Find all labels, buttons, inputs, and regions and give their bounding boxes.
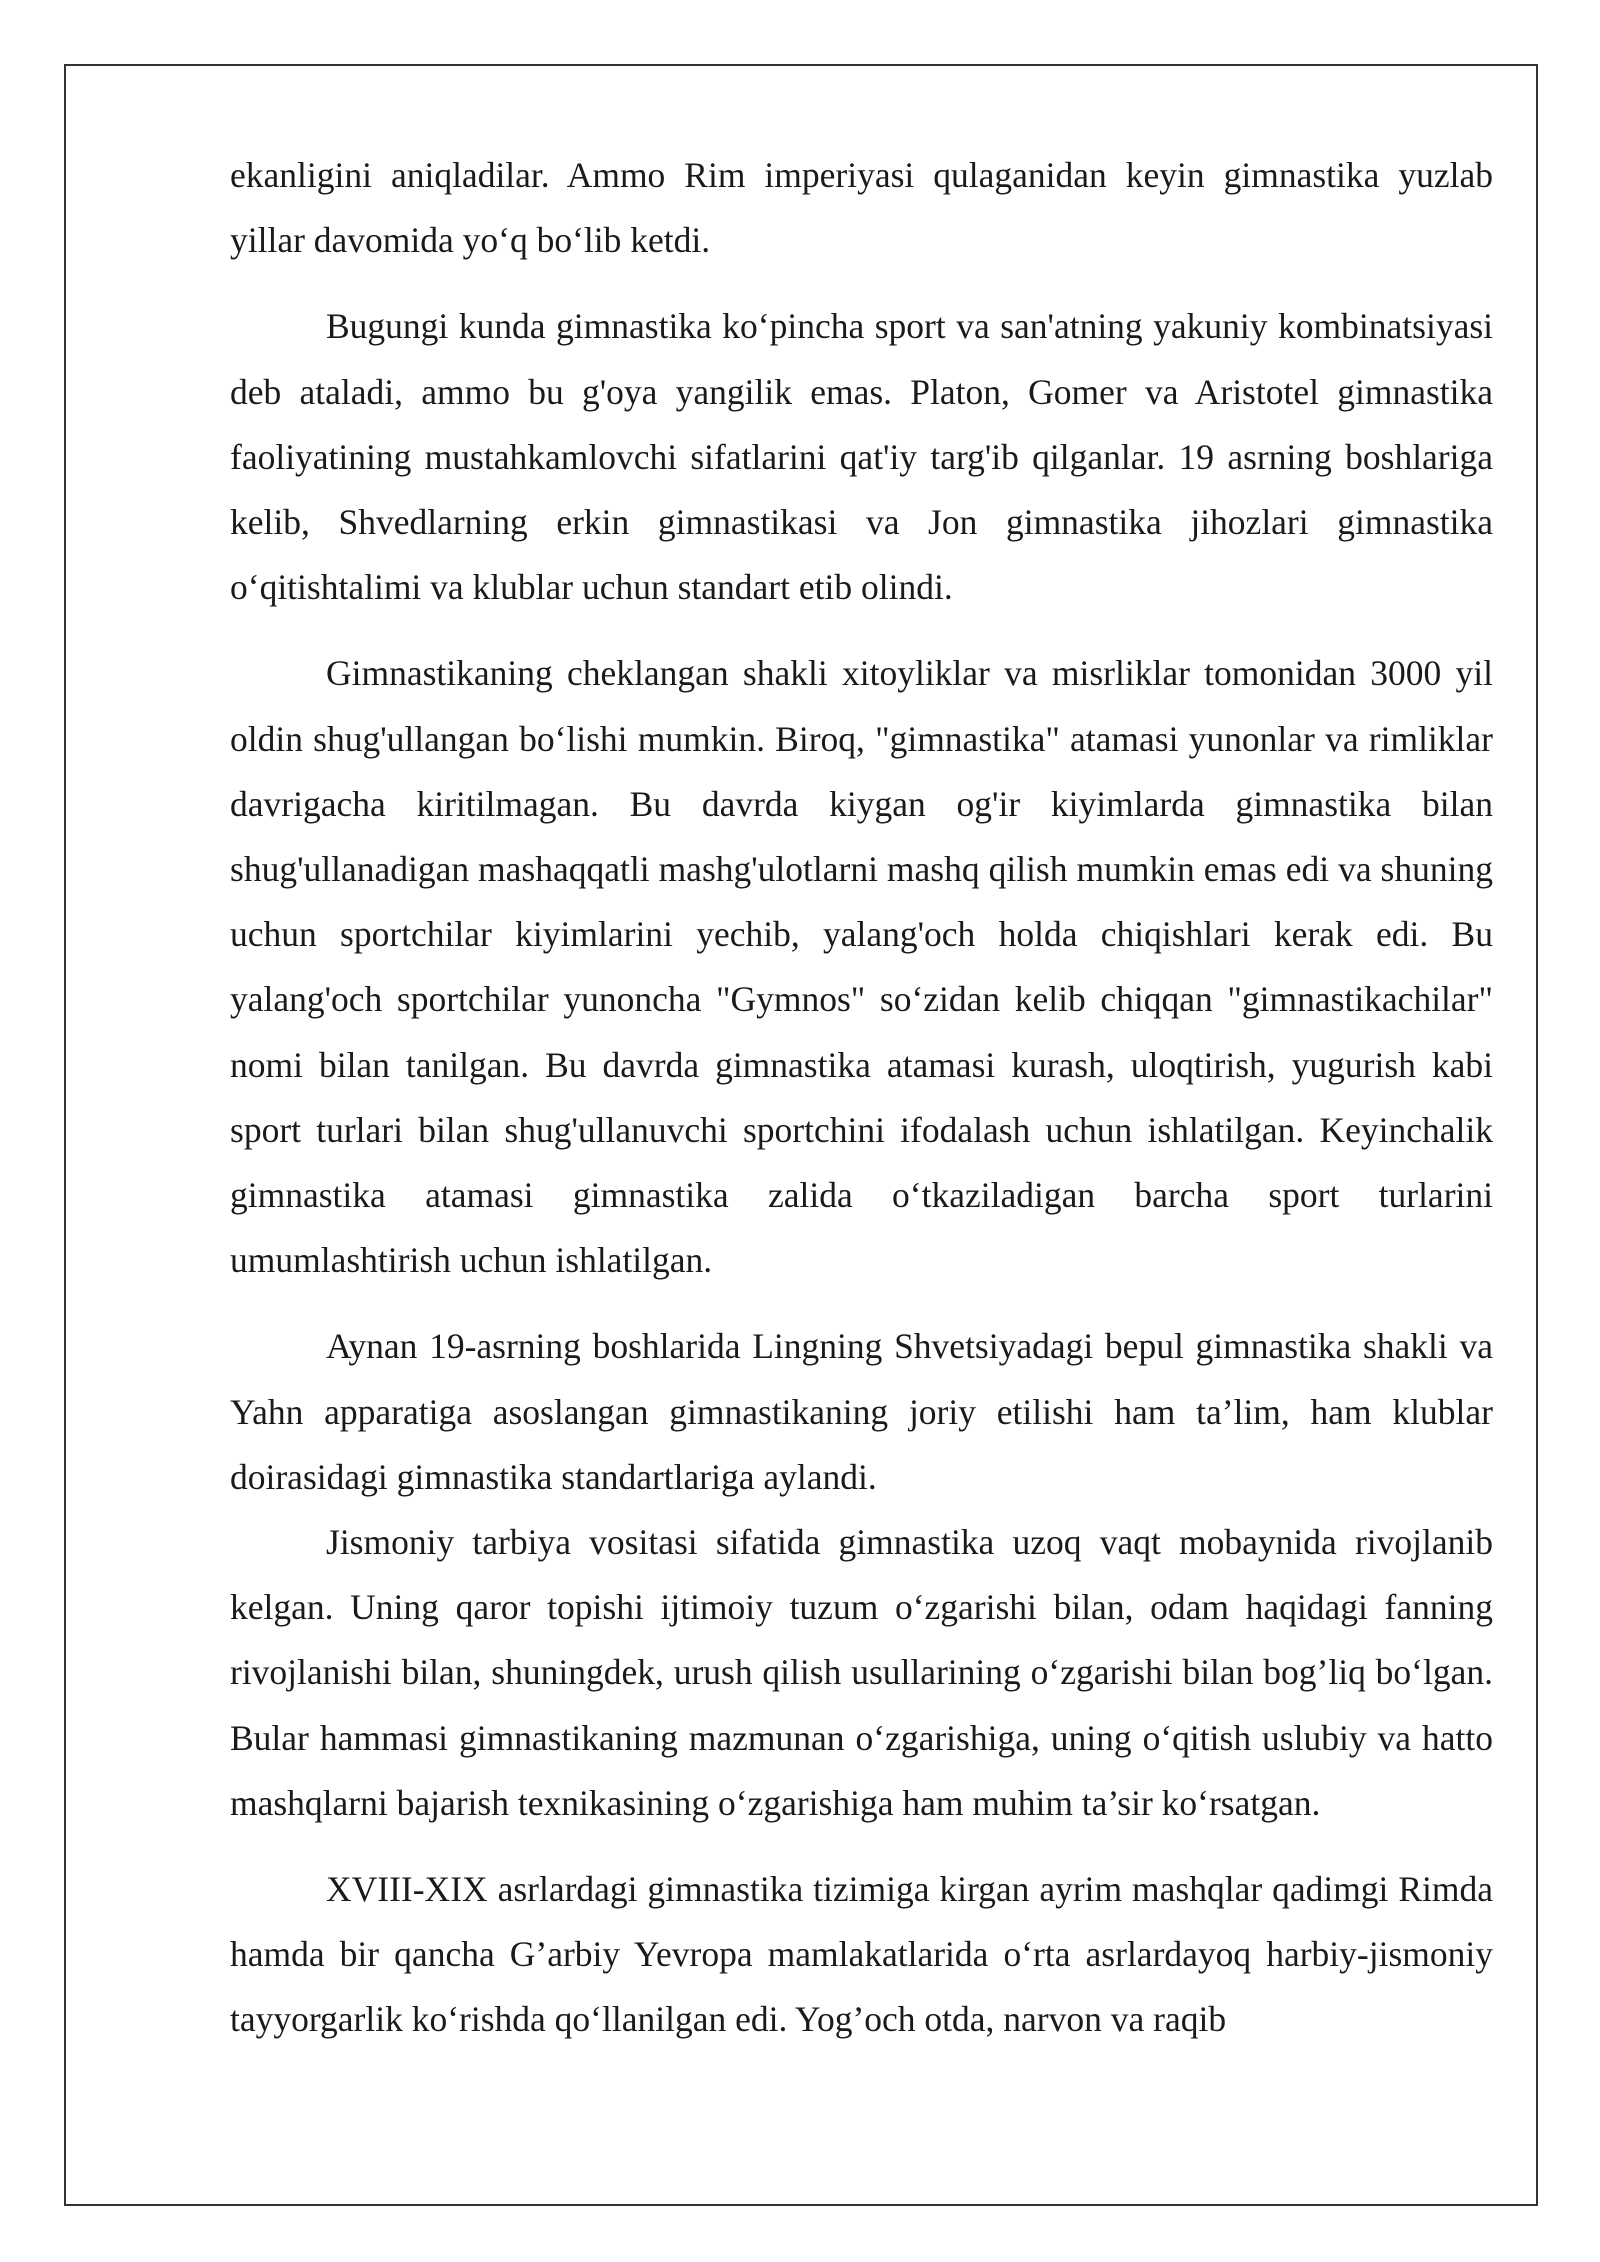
paragraph-3: Gimnastikaning cheklangan shakli xitoyliklar va misrliklar tomonidan 3000 yil oldin shug'ullangan bo‘lishi mumkin. Biroq, "gimnastika" atamasi yunonlar va rimliklar davrigacha kiritilmagan. Bu davrda kiygan og'ir kiyimlarda gimnastika bilan shug'ullanadigan mashaqqatli mashg'ulotlarni mashq qilish mumkin emas edi va shuning uchun sportchilar kiyimlarini yechib, yalang'och holda chiqishlari kerak edi. Bu yalang'och sportchilar yunoncha "Gymnos" so‘zidan kelib chiqqan "gimnastikachilar" nomi bilan tanilgan. Bu davrda gimnastika atamasi kurash, uloqtirish, yugurish kabi sport turlari bilan shug'ullanuvchi sportchini ifodalash uchun ishlatilgan. Keyinchalik gimnastika atamasi gimnastika zalida o‘tkaziladigan barcha sport turlarini umumlashtirish uchun ishlatilgan. xyxy=(230,653,1493,1281)
paragraph-2: Bugungi kunda gimnastika ko‘pincha sport va san'atning yakuniy kombinatsiyasi deb ataladi, ammo bu g'oya yangilik emas. Platon, Gomer va Aristotel gimnastika faoliyatining mustahkamlovchi sifatlarini qat'iy targ'ib qilganlar. 19 asrning boshlariga kelib, Shvedlarning erkin gimnastikasi va Jon gimnastika jihozlari gimnastika o‘qitishtalimi va klublar uchun standart etib olindi. xyxy=(230,306,1493,608)
paragraph-4: Aynan 19-asrning boshlarida Lingning Shvetsiyadagi bepul gimnastika shakli va Yahn apparatiga asoslangan gimnastikaning joriy etilishi ham ta’lim, ham klublar doirasidagi gimnastika standartlariga aylandi. xyxy=(230,1326,1493,1497)
paragraph-1: ekanligini aniqladilar. Ammo Rim imperiyasi qulaganidan keyin gimnastika yuzlab yillar davomida yo‘q bo‘lib ketdi. xyxy=(230,155,1493,261)
paragraph-6: XVIII-XIX asrlardagi gimnastika tizimiga kirgan ayrim mashqlar qadimgi Rimda hamda bir qancha G’arbiy Yevropa mamlakatlarida o‘rta asrlardayoq harbiy-jismoniy tayyorgarlik ko‘rishda qo‘llanilgan edi. Yog’och otda, narvon va raqib xyxy=(230,1869,1493,2040)
paragraph-5: Jismoniy tarbiya vositasi sifatida gimnastika uzoq vaqt mobaynida rivojlanib kelgan. Uning qaror topishi ijtimoiy tuzum o‘zgarishi bilan, odam haqidagi fanning rivojlanishi bilan, shuningdek, urush qilish usullarining o‘zgarishi bilan bog’liq bo‘lgan. Bular hammasi gimnastikaning mazmunan o‘zgarishiga, uning o‘qitish uslubiy va hatto mashqlarni bajarish texnikasining o‘zgarishiga ham muhim ta’sir ko‘rsatgan. xyxy=(230,1522,1493,1823)
document-body xyxy=(230,143,1493,2074)
